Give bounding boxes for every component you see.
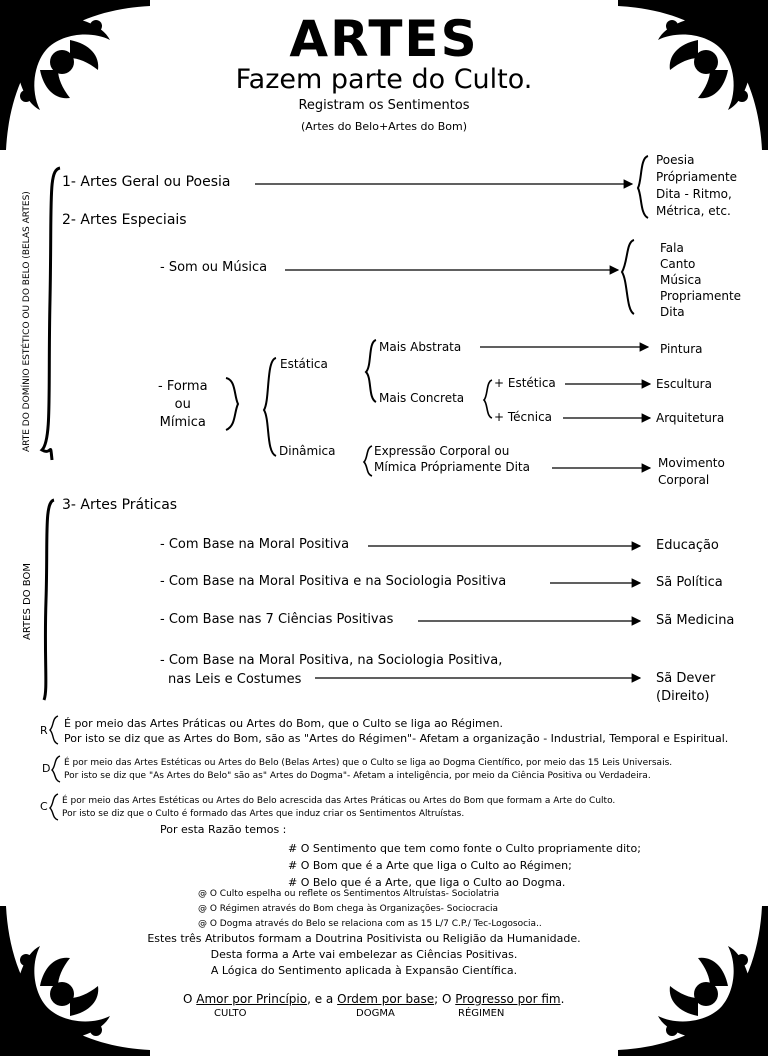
note-d-letter: D [42,762,51,775]
hash-list: # O Sentimento que tem como fonte o Culto propriamente dito; # O Bom que é a Arte que liga o Culto ao Régimen; # O Belo que é a Arte, que liga o Culto ao Dogma. [288,842,641,889]
result-sa-dever: Sã Dever (Direito) [656,671,716,704]
node-plus-estetica: + Estética [494,376,556,390]
node-artes-geral: 1- Artes Geral ou Poesia [62,174,231,190]
side-label-belo: ARTE DO DOMÍNIO ESTÉTICO OU DO BELO (BELAS ARTES) [22,191,32,452]
header-line-artes: (Artes do Belo+Artes do Bom) [300,120,468,133]
result-escultura: Escultura [656,377,712,391]
page-subtitle: Fazem parte do Culto. [235,64,533,95]
node-som-musica: - Som ou Música [160,260,268,275]
node-moral-positiva: - Com Base na Moral Positiva [160,537,350,552]
node-7-ciencias: - Com Base nas 7 Ciências Positivas [160,612,394,627]
result-som: Fala Canto Música Propriamente Dita [660,241,742,319]
note-d: É por meio das Artes Estéticas ou Artes do Belo (Belas Artes) que o Culto se liga ao Dogma Científico, por meio das 15 Leis Universais. Por isto se diz que "As Artes do Belo" são as" Artes do Dogma"- Afetam a inteligência, por meio da Ciência Positiva ou Verdadeira. [64,758,673,781]
note-r-letter: R [40,724,48,737]
node-forma-mimica: - Forma ou Mímica [158,379,208,430]
motto-progresso: Progresso por fim [455,992,561,1006]
result-pintura: Pintura [660,342,703,356]
node-leis-costumes: - Com Base na Moral Positiva, na Sociologia Positiva, nas Leis e Costumes [160,653,503,687]
motto-label-dogma: DOGMA [356,1008,395,1019]
motto-label-culto: CULTO [214,1008,247,1019]
motto-label-regimen: RÉGIMEN [458,1008,505,1019]
note-c: É por meio das Artes Estéticas ou Artes do Belo acrescida das Artes Práticas ou Artes do Bom que formam a Arte do Culto. Por isto se diz que o Culto é formado das Artes que induz criar os Sentimentos Altruístas. [62,796,616,819]
at-list: @ O Culto espelha ou reflete os Sentimentos Altruístas- Sociolatria @ O Régimen através do Bom chega às Organizações- Sociocracia @ O Dogma através do Belo se relaciona com as 15 L/7 C.P./ Tec-Logosocia.. [198,889,542,929]
node-plus-tecnica: + Técnica [494,410,553,424]
motto-amor: Amor por Princípio [196,992,308,1006]
note-c-letter: C [40,800,48,813]
node-mais-concreta: Mais Concreta [379,391,465,405]
result-arquitetura: Arquitetura [656,411,725,425]
node-artes-praticas: 3- Artes Práticas [62,497,178,513]
bracket-belo [42,168,60,460]
note-razao: Por esta Razão temos : [160,823,287,836]
bracket-bom [44,500,54,700]
node-artes-especiais: 2- Artes Especiais [62,212,187,228]
header-line-sentimentos: Registram os Sentimentos [298,98,470,113]
node-estatica: Estática [280,357,328,371]
node-expressao: Expressão Corporal ou Mímica Própriamente Dita [374,444,530,474]
page-title: ARTES [289,10,479,68]
node-dinamica: Dinâmica [279,444,336,458]
final-lines: Estes três Atributos formam a Doutrina Positivista ou Religião da Humanidade. Desta forma a Arte vai embelezar as Ciências Positivas. A Lógica do Sentimento aplicada à Expansão Científica. [147,932,581,977]
result-sa-politica: Sã Política [656,575,723,590]
side-label-bom: ARTES DO BOM [22,563,33,640]
result-sa-medicina: Sã Medicina [656,613,735,628]
result-movimento: Movimento Corporal [658,456,725,487]
motto-ordem: Ordem por base [337,992,435,1006]
node-mais-abstrata: Mais Abstrata [379,340,462,354]
note-r: É por meio das Artes Práticas ou Artes do Bom, que o Culto se liga ao Régimen. Por isto se diz que as Artes do Bom, são as "Artes do Régimen"- Afetam a organização - Industrial, Temporal e Espiritual. [64,717,729,745]
node-moral-sociologia: - Com Base na Moral Positiva e na Sociologia Positiva [160,574,507,589]
motto: O Amor por Princípio, e a Ordem por base; O Progresso por fim. [183,992,565,1006]
result-poesia: Poesia Própriamente Dita - Ritmo, Métrica, etc. [656,153,738,218]
result-educacao: Educação [656,538,719,553]
